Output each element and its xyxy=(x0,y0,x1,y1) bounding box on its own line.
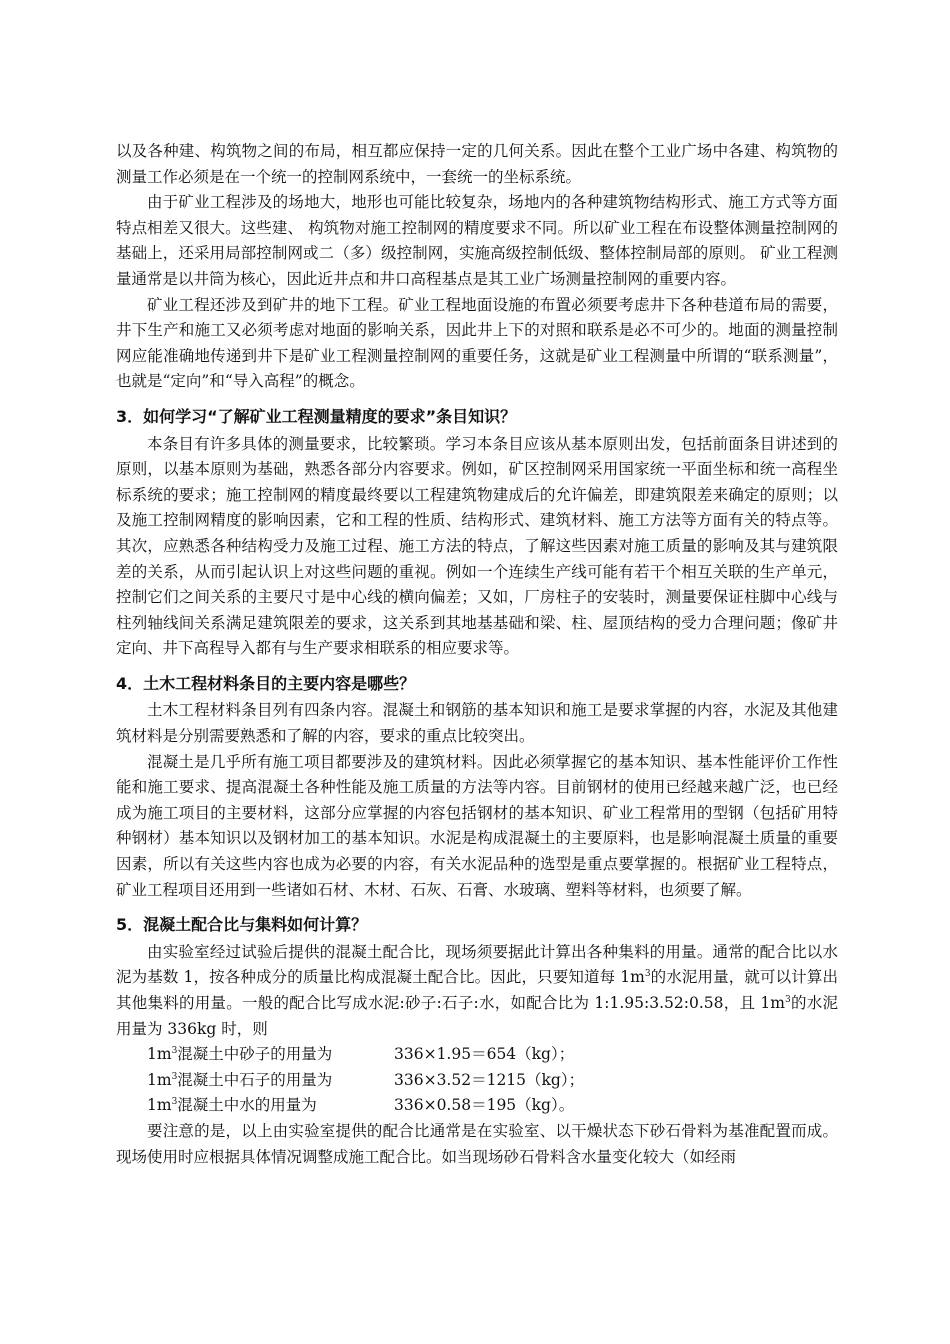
section-5-paragraph-2: 要注意的是，以上由实验室提供的配合比通常是在实验室、以干燥状态下砂石骨料为基准配置而成。现场使用时应根据具体情况调整成施工配合比。如当现场砂石骨料含水量变化较大（如经雨 xyxy=(116,1121,838,1166)
calc-expression: 336×0.58＝195（kg）。 xyxy=(394,1096,575,1115)
section-5-paragraph-1-part-b: 的水泥用量，就可以计算出其他集料的用量。一般的配合比写成水泥:砂子:石子:水，如配合比为 1:1.95:3.52:0.58，且 1m xyxy=(116,968,838,1012)
section-5-heading: 5．混凝土配合比与集料如何计算？ xyxy=(116,915,368,935)
calc-expression: 336×1.95＝654（kg）； xyxy=(394,1045,575,1064)
superscript-3: 3 xyxy=(644,969,651,980)
calc-label: $1m^3$混凝土中砂子的用量为 xyxy=(147,1045,333,1064)
section-5-paragraph-1-part-a: 由实验室经过试验后提供的混凝土配合比，现场须要据此计算出各种集料的用量。通常的配合比以水泥为基数 1，按各种成分的质量比构成混凝土配合比。因此，只要知道每 1m xyxy=(116,942,838,987)
superscript-3: 3 xyxy=(784,994,791,1005)
intro-paragraph-1: 以及各种建、构筑物之间的布局，相互都应保持一定的几何关系。因此在整个工业广场中各建、构筑物的测量工作必须是在一个统一的控制网系统中，一套统一的坐标系统。 xyxy=(116,142,838,186)
calc-row-stone xyxy=(116,1068,838,1094)
section-3-paragraph-1: 本条目有许多具体的测量要求，比较繁琐。学习本条目应该从基本原则出发，包括前面条目讲述到的原则，以基本原则为基础，熟悉各部分内容要求。例如，矿区控制网采用国家统一平面坐标和统一高程坐标系统的要求；施工控制网的精度最终要以工程建筑物建成后的允许偏差，即建筑限差来确定的原则；以及施工控制网精度的影响因素，它和工程的性质、结构形式、建筑材料、施工方法等方面有关的特点等。其次，应熟悉各种结构受力及施工过程、施工方法的特点，了解这些因素对施工质量的影响及其与建筑限差的关系，从而引起认识上对这些问题的重视。例如一个连续生产线可能有若干个相互关联的生产单元，控制它们之间关系的主要尺寸是中心线的横向偏差；又如，厂房柱子的安装时，测量要保证柱脚中心线与柱列轴线间关系满足建筑限差的要求，这关系到其地基基础和梁、柱、屋顶结构的受力合理问题；像矿井定向、井下高程导入都有与生产要求相联系的相应要求等。 xyxy=(116,434,838,658)
intro-paragraph-2: 由于矿业工程涉及的场地大，地形也可能比较复杂，场地内的各种建筑物结构形式、施工方式等方面特点相差又很大。这些建、 构筑物对施工控制网的精度要求不同。所以矿业工程在布设整体测量控制网的基础上，还采用局部控制网或二（多）级控制网，实施高级控制低级、整体控制局部的原则。 矿业工程测量通常是以井筒为核心，因此近井点和井口高程基点是其工业广场测量控制网的重要内容。 xyxy=(116,193,838,288)
section-4-heading: 4．土木工程材料条目的主要内容是哪些？ xyxy=(116,673,416,693)
superscript-3: 3 xyxy=(171,1046,178,1057)
section-4-paragraph-2: 混凝土是几乎所有施工项目都要涉及的建筑材料。因此必须掌握它的基本知识、基本性能评价工作性能和施工要求、提高混凝土各种性能及施工质量的方法等内容。目前钢材的使用已经越来越广泛，也已经成为施工项目的主要材料，这部分应掌握的内容包括钢材的基本知识、矿业工程常用的型钢（包括矿用特种钢材）基本知识以及钢材加工的基本知识。水泥是构成混凝土的主要原料，也是影响混凝土质量的重要因素，所以有关这些内容也成为必要的内容，有关水泥品种的选型是重点要掌握的。根据矿业工程特点，矿业工程项目还用到一些诸如石材、木材、石灰、石膏、水玻璃、塑料等材料，也须要了解。 xyxy=(116,752,838,899)
calc-expression: 336×3.52＝1215（kg）； xyxy=(394,1070,585,1089)
section-4-paragraph-1: 土木工程材料条目列有四条内容。混凝土和钢筋的基本知识和施工是要求掌握的内容，水泥及其他建筑材料是分别需要熟悉和了解的内容，要求的重点比较突出。 xyxy=(116,701,838,746)
document-body xyxy=(116,139,838,1170)
calc-row-water xyxy=(116,1093,838,1119)
calc-row-sand xyxy=(116,1042,838,1068)
calc-label: $1m^3$混凝土中石子的用量为 xyxy=(147,1070,333,1089)
section-5-paragraph-1 xyxy=(116,940,838,1042)
superscript-3: 3 xyxy=(171,1071,178,1082)
intro-paragraph-3: 矿业工程还涉及到矿井的地下工程。矿业工程地面设施的布置必须要考虑井下各种巷道布局的需要，井下生产和施工又必须考虑对地面的影响关系，因此井上下的对照和联系是必不可少的。地面的测量控制网应能准确地传递到井下是矿业工程测量控制网的重要任务，这就是矿业工程测量中所谓的“联系测量”，也就是“定向”和“导入高程”的概念。 xyxy=(116,295,838,391)
calc-label: $1m^3$混凝土中水的用量为 xyxy=(147,1096,317,1115)
section-3-heading: 3．如何学习“了解矿业工程测量精度的要求”条目知识？ xyxy=(116,406,517,426)
superscript-3: 3 xyxy=(171,1097,178,1108)
section-5-paragraph-1-part-c: 的水泥用量为 336kg 时，则 xyxy=(116,994,838,1038)
